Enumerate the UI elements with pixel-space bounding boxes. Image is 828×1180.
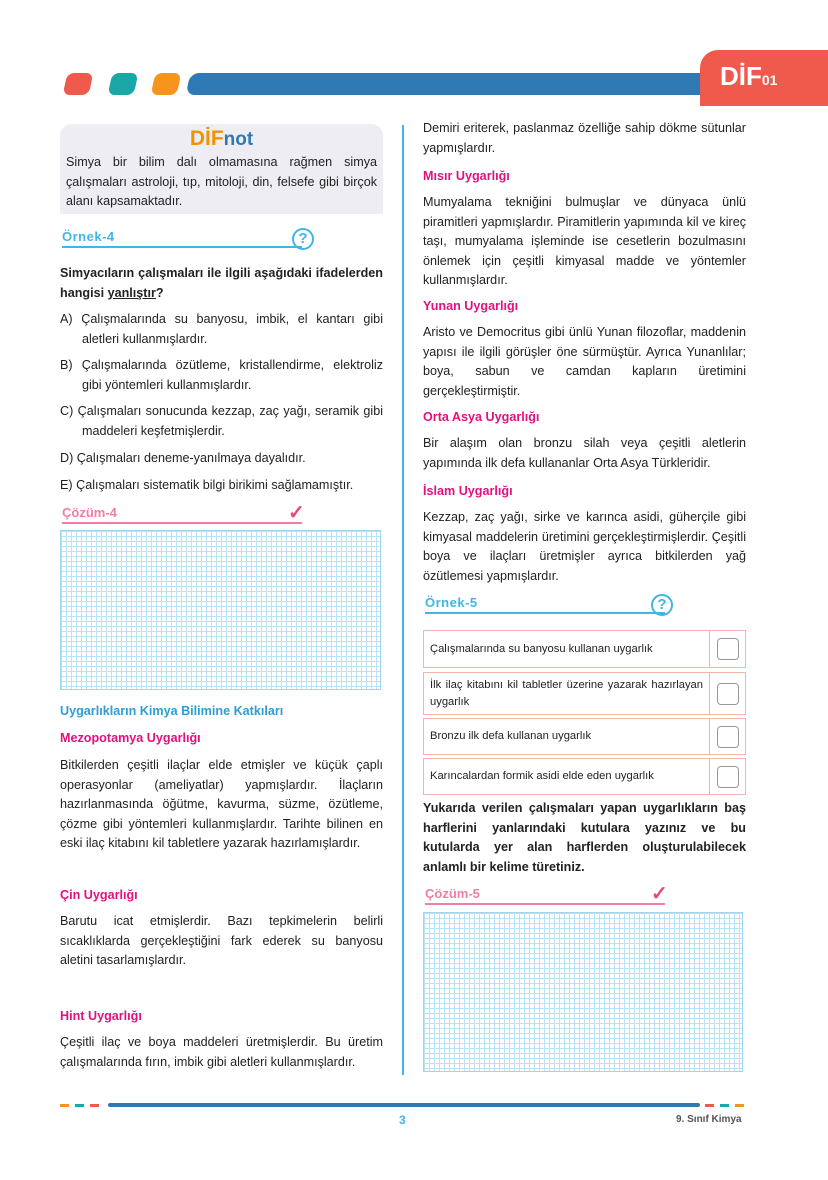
table-row <box>423 672 746 715</box>
islam-title: İslam Uygarlığı <box>423 484 513 498</box>
row-text: Karıncalardan formik asidi elde eden uygarlık <box>430 770 654 782</box>
answer-box[interactable] <box>717 638 739 660</box>
islam-text: Kezzap, zaç yağı, sirke ve karınca asidi, güherçile gibi kimyasal maddelerin üretimini gerçekleştirmişlerdir. Çeşitli boya ve ilaçları üretmişler ayrıca bitkilerden yağ özütlemesi yapmışlardır. <box>423 510 746 583</box>
row-text: İlk ilaç kitabını kil tabletler üzerine yazarak hazırlayan uygarlık <box>430 678 703 708</box>
footer-dash <box>735 1104 744 1107</box>
ortaasya-text: Bir alaşım olan bronzu silah veya çeşitli aletlerin yapımında ilk defa kullananlar Orta Asya Türkleridir. <box>423 436 746 470</box>
mezopotamya-text: Bitkilerden çeşitli ilaçlar elde etmişler ve küçük çaplı operasyonlar (ameliyatlar) yapmışlardır. İlaçların hazırlanmasında öğütme, kavurma, süzme, özütleme, çözme gibi yöntemleri kullanmışlardır. Tarihte bilinen en eski ilaç kitabını kil tabletlere yazarak hazırlamışlardır. <box>60 758 383 851</box>
answer-box[interactable] <box>717 683 739 705</box>
option-a: A) Çalışmalarında su banyosu, imbik, el kantarı gibi aletleri kullanmışlardır. <box>60 312 383 346</box>
row-text: Bronzu ilk defa kullanan uygarlık <box>430 730 592 742</box>
question-icon: ? <box>292 228 314 250</box>
table-row <box>423 630 746 668</box>
solution-4-grid[interactable] <box>60 530 381 690</box>
brand: DİF <box>720 61 762 91</box>
column-divider <box>402 125 404 1075</box>
option-c: C) Çalışmaları sonucunda kezzap, zaç yağı, seramik gibi maddeleri keşfetmişlerdir. <box>60 404 383 438</box>
answer-box[interactable] <box>717 726 739 748</box>
teal-decor-pill <box>108 73 139 95</box>
footer-dash <box>60 1104 69 1107</box>
answer-box[interactable] <box>717 766 739 788</box>
solution-5-title: Çözüm-5 <box>425 886 665 905</box>
difnot-logo: DİFnot <box>189 127 254 150</box>
option-b: B) Çalışmalarında özütleme, kristallendirme, elektroliz gibi yöntemleri kullanmışlardır. <box>60 358 383 392</box>
table-row <box>423 758 746 795</box>
dif-note-box <box>60 124 383 214</box>
unit-number: 01 <box>761 72 778 88</box>
ortaasya-title: Orta Asya Uygarlığı <box>423 410 540 424</box>
section-title: Uygarlıkların Kimya Bilimine Katkıları <box>60 704 284 718</box>
example-5-question: Yukarıda verilen çalışmaları yapan uygarlıkların baş harflerini yanlarındaki kutulara yazınız ve bu kutularda yer alan harflerden oluşturulabilecek anlamlı bir kelime türetiniz. <box>423 801 746 874</box>
red-decor-pill <box>63 73 94 95</box>
solution-5-grid[interactable] <box>423 912 743 1072</box>
table-row <box>423 718 746 755</box>
footer-dash <box>90 1104 99 1107</box>
misir-title: Mısır Uygarlığı <box>423 169 510 183</box>
cin-text: Barutu icat etmişlerdir. Bazı tepkimelerin belirli sıcaklıklarda gerçekleştiğini fark ederek su banyosu aletini tasarlamışlardır. <box>60 914 383 968</box>
yunan-title: Yunan Uygarlığı <box>423 299 519 313</box>
cin-title: Çin Uygarlığı <box>60 888 138 902</box>
footer-dash <box>720 1104 729 1107</box>
misir-text: Mumyalama tekniğini bulmuşlar ve dünyaca ünlü piramitleri yapmışlardır. Piramitlerin yapımında kil ve kireç taşı, mumyalama işleminde ise cesetlerin bozulmasını önlemek için çeşitli kimyasal madde ve yöntemler kullanmışlardır. <box>423 195 746 288</box>
check-icon: ✓ <box>288 502 305 524</box>
hint-text: Çeşitli ilaç ve boya maddeleri üretmişlerdir. Bu üretim çalışmalarında fırın, imbik gibi aletleri kullanmışlardır. <box>60 1035 383 1069</box>
example-5-title: Örnek-5 <box>425 595 665 614</box>
question-icon: ? <box>651 594 673 616</box>
option-d: D) Çalışmaları deneme-yanılmaya dayalıdır. <box>60 451 306 465</box>
check-icon: ✓ <box>651 883 668 905</box>
example-4-question: Simyacıların çalışmaları ile ilgili aşağıdaki ifadelerden hangisi yanlıştır? <box>60 266 383 300</box>
dif-badge <box>700 50 828 106</box>
example-4-title: Örnek-4 <box>62 229 302 248</box>
footer-dash <box>705 1104 714 1107</box>
subject-label: 9. Sınıf Kimya <box>676 1114 742 1125</box>
page-number: 3 <box>399 1113 406 1127</box>
hint-text-continued: Demiri eriterek, paslanmaz özelliğe sahip dökme sütunlar yapmışlardır. <box>423 121 746 155</box>
option-e: E) Çalışmaları sistematik bilgi birikimi sağlamamıştır. <box>60 478 354 492</box>
row-text: Çalışmalarında su banyosu kullanan uygarlık <box>430 642 653 655</box>
note-text: Simya bir bilim dalı olmamasına rağmen simya çalışmaları astroloji, tıp, mitoloji, din, felsefe gibi birçok alanı kapsamaktadır. <box>66 155 377 209</box>
footer-dash <box>75 1104 84 1107</box>
hint-title: Hint Uygarlığı <box>60 1009 142 1023</box>
header-bar <box>186 73 751 95</box>
solution-4-title: Çözüm-4 <box>62 505 302 524</box>
mezopotamya-title: Mezopotamya Uygarlığı <box>60 731 201 745</box>
yunan-text: Aristo ve Democritus gibi ünlü Yunan filozoflar, maddenin yapısı ile ilgili görüşler öne sürmüştür. Ayrıca Yunanlılar; boya, sabun ve camdan kapların üretimini gerçekleştirmiştir. <box>423 325 746 398</box>
orange-decor-pill <box>151 73 182 95</box>
footer-bar <box>108 1103 700 1107</box>
